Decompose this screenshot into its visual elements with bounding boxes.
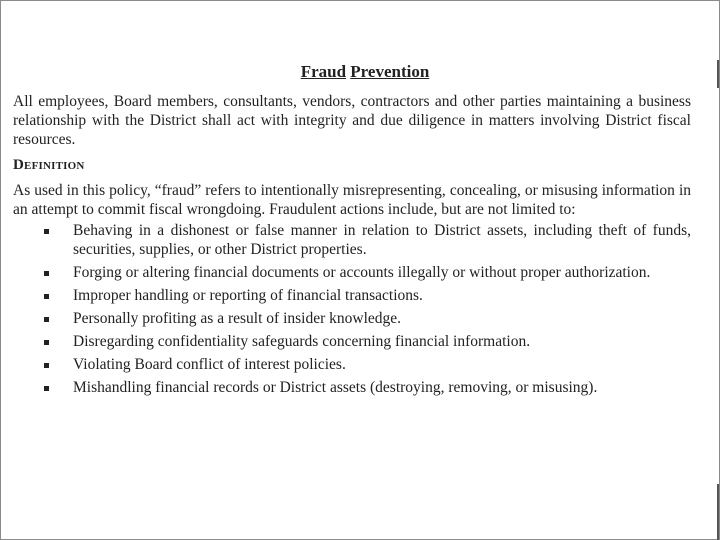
list-item [13,378,691,397]
square-bullet-icon [44,317,49,322]
square-bullet-icon [44,229,49,234]
square-bullet-icon [44,294,49,299]
list-item-text: Forging or altering financial documents or accounts illegally or without proper authorization. [73,264,651,281]
edge-divider [717,60,719,88]
square-bullet-icon [44,363,49,368]
list-item [13,355,691,374]
square-bullet-icon [44,340,49,345]
document-title [13,62,691,81]
fraud-actions-list [13,221,691,397]
list-item [13,332,691,351]
list-item-text: Mishandling financial records or District assets (destroying, removing, or misusing). [73,379,598,396]
list-item-text: Behaving in a dishonest or false manner in relation to District assets, including theft of funds, securities, supplies, or other District properties. [73,222,691,258]
definition-heading: Definition [13,157,85,173]
definition-paragraph: As used in this policy, “fraud” refers to intentionally misrepresenting, concealing, or misusing information in an attempt to commit fiscal wrongdoing. Fraudulent actions include, but are not limited to: [13,182,691,218]
list-item [13,221,691,259]
square-bullet-icon [44,386,49,391]
title-word-fraud: Fraud [300,62,347,81]
square-bullet-icon [44,271,49,276]
list-item [13,286,691,305]
policy-document [13,62,691,401]
list-item-text: Disregarding confidentiality safeguards concerning financial information. [73,333,531,350]
list-item [13,309,691,328]
list-item-text: Personally profiting as a result of insider knowledge. [73,310,402,327]
edge-divider [717,484,719,540]
list-item [13,263,691,282]
title-word-prevention: Prevention [350,62,430,81]
list-item-text: Violating Board conflict of interest policies. [73,356,346,373]
list-item-text: Improper handling or reporting of financial transactions. [73,287,423,304]
intro-paragraph: All employees, Board members, consultants, vendors, contractors and other parties maintaining a business relationship with the District shall act with integrity and due diligence in matters involving District fiscal resources. [13,93,691,148]
